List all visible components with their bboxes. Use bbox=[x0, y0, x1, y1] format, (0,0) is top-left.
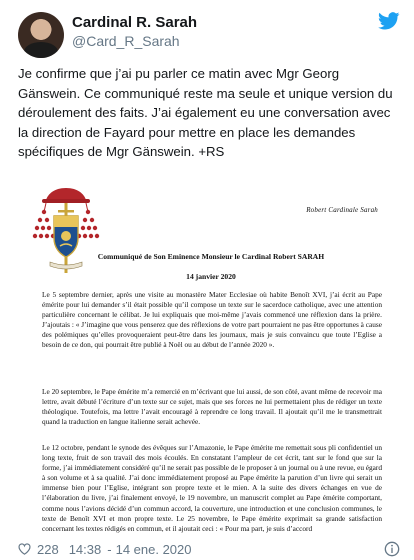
twitter-bird-icon[interactable] bbox=[378, 12, 400, 30]
tweet-time[interactable]: 14:38 bbox=[68, 541, 102, 557]
document-paragraph-3: Le 12 octobre, pendant le synode des évêques sur l’Amazonie, le Pape émérite me remettait sous pli confidentiel un long texte, fruit de son travail des mois écoulés. En constatant l’ampleur de cet écrit, tant sur le fond que sur la forme, j’ai immédiatement considéré qu’il ne serait pas possible de le proposer à un journal ou à une revue, eu égard à son volume et à sa qualité. J’ai donc immédiatement proposé au Pape émérite la parution d’un livre qui serait un immense bien pour l’Eglise, intégrant son propre texte et le mien. A la suite des divers échanges en vue de l’élaboration du livre, j’ai finalement envoyé, le 19 novembre, un manuscrit complet au Pape émérite comportant, comme nous l’avions décidé d’un commun accord, la couverture, une introduction et une conclusion communes, le texte de Benoît XVI et mon propre texte. Le 25 novembre, le Pape émérite exprimait sa grande satisfaction concernant les textes rédigés en commun, et il ajoutait ceci : « Pour ma part, je suis d’accord bbox=[42, 443, 382, 533]
avatar[interactable] bbox=[18, 12, 64, 58]
author-handle[interactable]: @Card_R_Sarah bbox=[72, 33, 180, 49]
info-icon[interactable] bbox=[384, 541, 400, 557]
like-count[interactable]: 228 bbox=[37, 541, 59, 557]
attached-document-image[interactable] bbox=[18, 174, 404, 534]
document-signature: Robert Cardinale Sarah bbox=[306, 206, 378, 214]
author-block[interactable] bbox=[72, 14, 197, 49]
document-title: Communiqué de Son Eminence Monsieur le Cardinal Robert SARAH bbox=[97, 252, 325, 261]
tweet-date[interactable]: 14 ene. 2020 bbox=[115, 541, 192, 557]
document-date: 14 janvier 2020 bbox=[186, 272, 236, 281]
time-date-separator: - bbox=[107, 541, 112, 557]
document-paragraph-2: Le 20 septembre, le Pape émérite m’a remercié en m’écrivant que lui aussi, de son côté, avant même de recevoir ma lettre, avait débuté l’écriture d’un texte sur ce sujet, mais que ses forces ne lui permettaient plus de rédiger un texte théologique. Toutefois, ma lettre l’avait encouragé à reprendre ce long travail. Il ajoutait qu’il me le transmettrait quand la traduction en langue italienne serait achevée. bbox=[42, 387, 382, 427]
author-display-name[interactable]: Cardinal R. Sarah bbox=[72, 14, 198, 31]
tweet-text: Je confirme que j’ai pu parler ce matin avec Mgr Georg Gänswein. Ce communiqué reste ma seule et unique version du déroulement des faits. J’ai également eu une conversation avec la direction de Fayard pour mettre en place les demandes spécifiques de Mgr Gänswein. +RS bbox=[18, 66, 393, 160]
heart-icon[interactable] bbox=[18, 543, 31, 555]
tweet-footer bbox=[18, 540, 192, 558]
coat-of-arms bbox=[32, 186, 100, 278]
document-paragraph-1: Le 5 septembre dernier, après une visite au monastère Mater Ecclesiae où habite Benoît XVI, j’ai écrit au Pape émérite pour lui demander s’il était possible qu’il compose un texte sur le sacerdoce catholique, avec une attention particulière concernant le célibat. Je lui expliquais que moi-même j’avais commencé une réflexion dans la prière. J’ajoutais : « J’imagine que vous penserez que des réflexions de votre part pourraient ne pas être opportunes à cause des polémiques qu’elles provoqueraient peut-être dans les journaux, mais je suis convaincu que toute l’Eglise a besoin de ce don, qui pourrait être publié à Noël ou au début de l’année 2020 ». bbox=[42, 290, 382, 350]
